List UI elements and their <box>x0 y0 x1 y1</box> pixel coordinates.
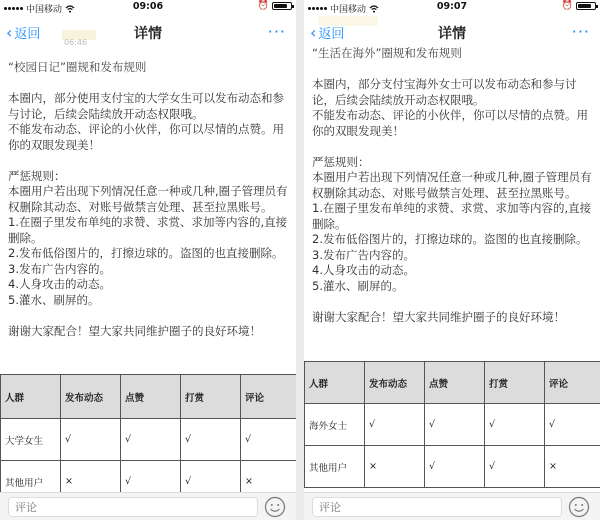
post-title: “生活在海外”圈规和发布规则 <box>312 46 462 60</box>
table-cell: √ <box>181 461 241 503</box>
table-header-row <box>305 362 600 404</box>
table-cell: √ <box>61 419 121 461</box>
more-dots-icon[interactable]: ··· <box>571 22 590 41</box>
post-intro: 本圈内，部分使用支付宝的大学女生可以发布动态和参与讨论，后续会陆续放开动态权限哦。 不能发布动态、评论的小伙伴，你可以尽情的点赞。用你的双眼发现美！ <box>8 91 284 152</box>
table-header-cell: 人群 <box>305 362 365 404</box>
table-header-cell: 打赏 <box>181 375 241 419</box>
table-cell: 其他用户 <box>305 446 365 488</box>
table-cell: √ <box>425 446 485 488</box>
smiley-face-icon[interactable] <box>568 496 590 518</box>
status-bar <box>0 0 296 14</box>
post-time: 06:46 <box>64 38 88 47</box>
alarm-icon: ⏰ <box>561 1 573 11</box>
table-cell: √ <box>121 461 181 503</box>
table-row <box>305 404 600 446</box>
page-title: 详情 <box>438 26 466 42</box>
table-cell: √ <box>485 404 545 446</box>
screen-right <box>304 0 600 520</box>
status-time: 09:07 <box>436 1 468 12</box>
table-header-cell: 人群 <box>1 375 61 419</box>
table-header-cell: 发布动态 <box>61 375 121 419</box>
table-cell: √ <box>365 404 425 446</box>
post-body <box>8 60 290 339</box>
thanks-text: 谢谢大家配合！望大家共同维护圈子的良好环境！ <box>8 323 261 338</box>
table-cell: × <box>545 446 600 488</box>
rules-text: 本圈用户若出现下列情况任意一种或几种,圈子管理员有权删除其动态、对账号做禁言处理、甚至拉黑账号。 1.在圈子里发布单纯的求赞、求赏、求加等内容的,直接删除。 2.发布低俗图片的，打擦边球的。盗图的也直接删除。 3.发布广告内容的。 4.人身攻击的动态。 5.灌水、刷屏的。 <box>8 184 288 307</box>
table-cell: × <box>365 446 425 488</box>
table-header-cell: 点赞 <box>425 362 485 404</box>
table-cell: √ <box>425 404 485 446</box>
table-header-row <box>1 375 297 419</box>
battery-fill <box>578 4 591 8</box>
divider <box>296 0 304 520</box>
battery-fill <box>274 4 287 8</box>
permission-table <box>304 361 600 488</box>
table-header-cell: 发布动态 <box>365 362 425 404</box>
smiley-face-icon[interactable] <box>264 496 286 518</box>
carrier-label: 中国移动 <box>330 5 367 15</box>
carrier-label: 中国移动 <box>26 5 63 15</box>
rules-heading: 严惩规则： <box>312 154 370 169</box>
page-title: 详情 <box>134 26 162 42</box>
table-cell: 海外女士 <box>305 404 365 446</box>
comment-bar <box>0 492 296 520</box>
table-cell: √ <box>485 446 545 488</box>
status-bar <box>304 0 600 14</box>
post-title: “校园日记”圈规和发布规则 <box>8 60 147 74</box>
comment-bar <box>304 492 600 520</box>
permission-table <box>0 374 296 503</box>
table-cell: × <box>61 461 121 503</box>
table-cell: × <box>241 461 297 503</box>
table-header-cell: 打赏 <box>485 362 545 404</box>
screen-left <box>0 0 296 520</box>
thanks-text: 谢谢大家配合！望大家共同维护圈子的良好环境！ <box>312 309 565 324</box>
blurred-avatar <box>318 16 378 26</box>
table-cell: √ <box>121 419 181 461</box>
post-intro: 本圈内，部分支付宝海外女士可以发布动态和参与讨论，后续会陆续放开动态权限哦。 不能发布动态、评论的小伙伴，你可以尽情的点赞。用你的双眼发现美！ <box>312 77 588 138</box>
table-header-cell: 评论 <box>545 362 600 404</box>
table-row <box>305 446 600 488</box>
table-cell: √ <box>545 404 600 446</box>
table-cell: √ <box>181 419 241 461</box>
more-dots-icon[interactable]: ··· <box>267 22 286 41</box>
table-header-cell: 评论 <box>241 375 297 419</box>
back-label: 返回 <box>318 27 345 42</box>
table-cell: 其他用户 <box>1 461 61 503</box>
rules-text: 本圈用户若出现下列情况任意一种或几种,圈子管理员有权删除其动态、对账号做禁言处理、甚至拉黑账号。 1.在圈子里发布单纯的求赞、求赏、求加等内容的,直接删除。 2.发布低俗图片的，打擦边球的。盗图的也直接删除。 3.发布广告内容的。 4.人身攻击的动态。 5.灌水、刷屏的。 <box>312 170 592 293</box>
status-time: 09:06 <box>132 1 164 12</box>
post-body <box>312 46 594 325</box>
nav-bar <box>0 14 296 50</box>
table-row <box>1 419 297 461</box>
table-cell: √ <box>241 419 297 461</box>
rules-heading: 严惩规则： <box>8 168 66 183</box>
table-cell: 大学女生 <box>1 419 61 461</box>
battery-icon <box>272 2 292 10</box>
alarm-icon: ⏰ <box>257 1 269 11</box>
battery-icon <box>576 2 596 10</box>
back-label: 返回 <box>14 27 41 42</box>
table-header-cell: 点赞 <box>121 375 181 419</box>
comment-input[interactable] <box>8 497 258 517</box>
comment-input[interactable] <box>312 497 562 517</box>
chevron-left-icon: ‹ <box>310 22 317 42</box>
chevron-left-icon: ‹ <box>6 22 13 42</box>
